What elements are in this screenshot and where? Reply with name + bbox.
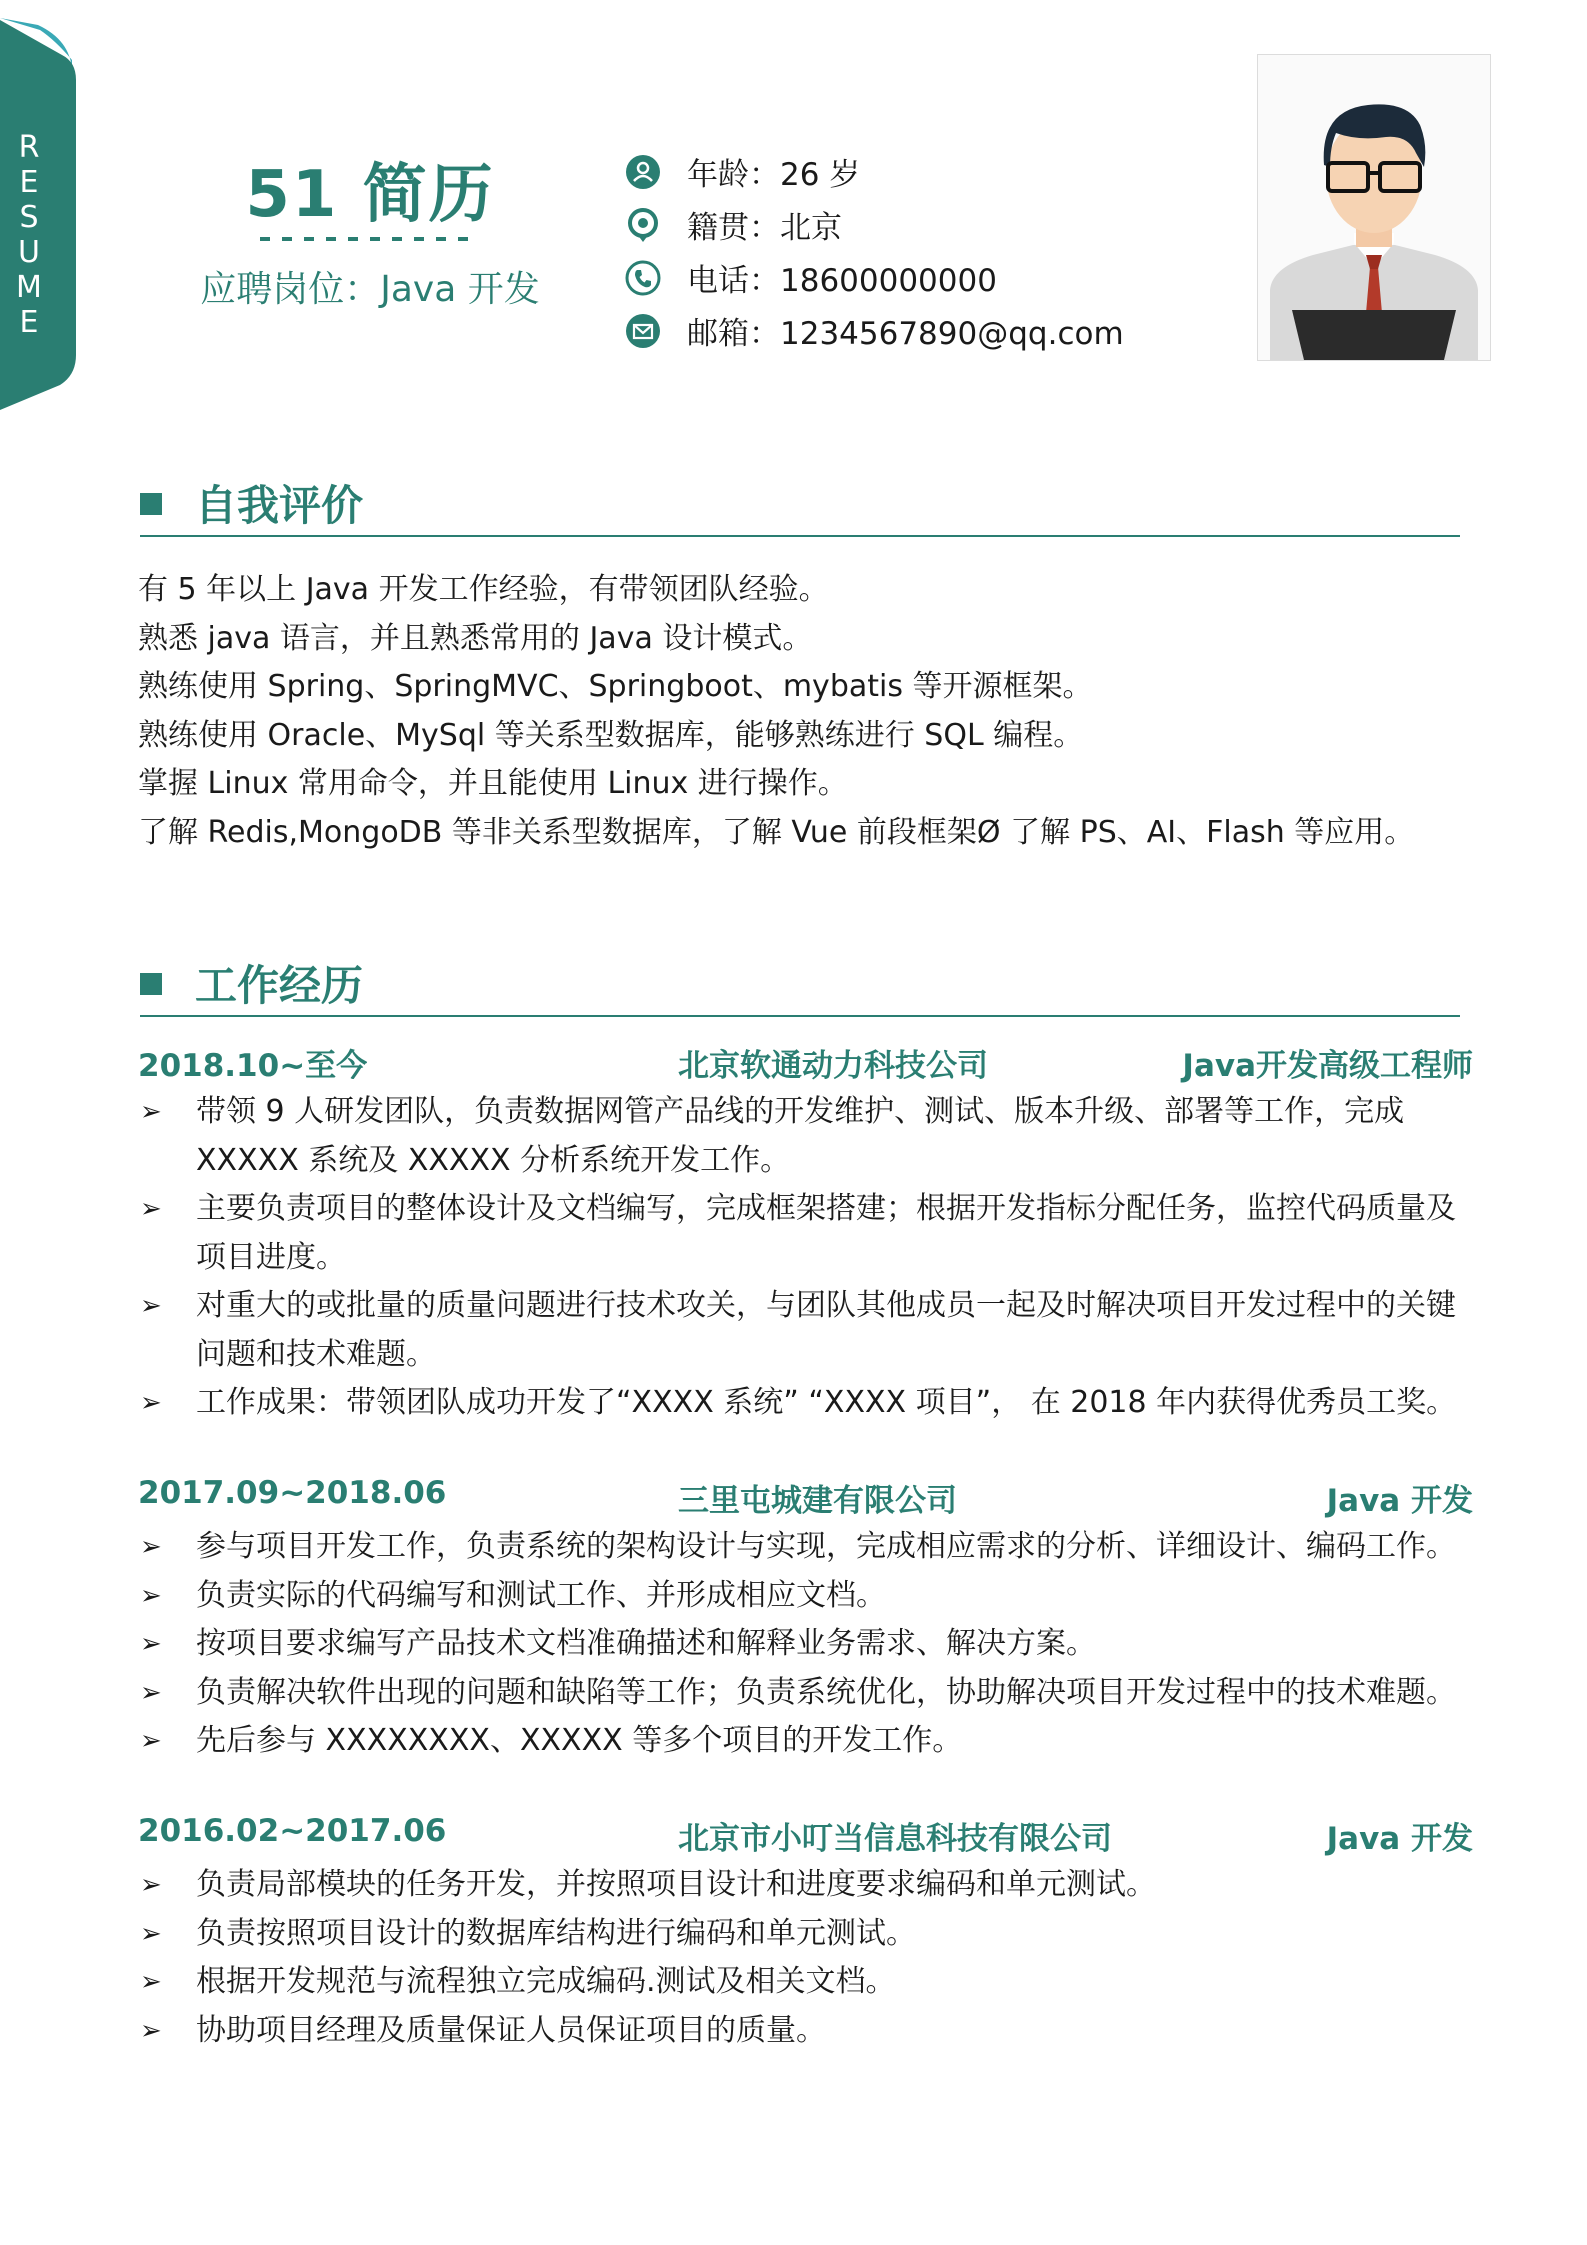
list-item [138,1861,1473,1910]
age-text: 年龄：26 岁 [687,157,861,193]
job-entry [138,1475,1473,1766]
bullet-text: 工作成果：带领团队成功开发了“XXXX 系统” “XXXX 项目”， 在 2018 年内获得优秀员工奖。 [196,1385,1457,1420]
ribbon-letter: R [18,130,40,165]
arrow-bullet-icon: ➢ [140,1726,162,1756]
bullet-text: 对重大的或批量的质量问题进行技术攻关，与团队其他成员一起及时解决项目开发过程中的关键问题和技术难题。 [196,1288,1456,1372]
person-icon [625,154,661,190]
bullet-text: 负责实际的代码编写和测试工作、并形成相应文档。 [196,1577,886,1613]
bullet-text: 负责按照项目设计的数据库结构进行编码和单元测试。 [196,1915,916,1951]
summary-line: 熟练使用 Oracle、MySql 等关系型数据库，能够熟练进行 SQL 编程。 [138,717,1084,753]
email-text: 邮箱：1234567890@qq.com [687,316,1124,352]
ribbon-letter: S [19,200,39,235]
arrow-bullet-icon: ➢ [140,1194,162,1224]
list-item [138,2007,1473,2056]
job-header [138,1813,1473,1861]
job-role: Java 开发 [1326,1821,1473,1857]
summary-line: 熟练使用 Spring、SpringMVC、Springboot、mybatis 等开源框架。 [138,669,1093,704]
phone-icon [625,260,661,296]
arrow-bullet-icon: ➢ [140,1629,162,1659]
arrow-bullet-icon: ➢ [140,1532,162,1562]
ribbon-letter: E [19,165,39,200]
job-period: 2016.02~2017.06 [138,1813,447,1849]
bullet-text: 负责局部模块的任务开发，并按照项目设计和进度要求编码和单元测试。 [196,1867,1156,1902]
avatar-illustration [1258,55,1490,360]
job-company: 北京市小叮当信息科技有限公司 [678,1821,1112,1857]
avatar-photo [1257,54,1491,361]
section-self-evaluation [140,475,1460,537]
resume-ribbon [0,0,80,420]
arrow-bullet-icon: ➢ [140,1677,162,1708]
list-item [138,1669,1473,1718]
job-header [138,1475,1473,1523]
contact-info [625,145,1124,357]
self-evaluation-body [138,566,1478,857]
job-period: 2018.10~至今 [138,1048,368,1084]
summary-line: 掌握 Linux 常用命令，并且能使用 Linux 进行操作。 [138,766,848,801]
list-item [138,1523,1473,1572]
job-period: 2017.09~2018.06 [138,1475,447,1511]
list-item [138,1958,1473,2007]
section-work-experience [140,955,1460,1017]
arrow-bullet-icon: ➢ [140,1870,162,1900]
list-item [138,1910,1473,1959]
list-item [138,1620,1473,1669]
list-item [138,1717,1473,1766]
location-pin-icon [625,207,661,243]
bullet-text: 根据开发规范与流程独立完成编码.测试及相关文档。 [196,1964,896,1999]
bullet-text: 按项目要求编写产品技术文档准确描述和解释业务需求、解决方案。 [196,1626,1096,1661]
contact-row-phone [625,251,1124,304]
list-item [138,1185,1473,1282]
contact-row-hometown [625,198,1124,251]
resume-name: 51 简历 [245,158,495,232]
arrow-bullet-icon: ➢ [140,1388,162,1418]
job-company: 北京软通动力科技公司 [678,1048,988,1084]
arrow-bullet-icon: ➢ [140,1918,162,1949]
ribbon-resume-text [14,130,44,340]
job-role: Java开发高级工程师 [1182,1048,1473,1084]
name-underline [260,237,480,241]
name-block [190,155,550,312]
summary-line: 有 5 年以上 Java 开发工作经验，有带领团队经验。 [138,572,829,607]
job-company: 三里屯城建有限公司 [678,1483,957,1519]
contact-row-age [625,145,1124,198]
section-marker-icon [140,973,162,995]
job-entry [138,1813,1473,2055]
list-item [138,1088,1473,1185]
list-item [138,1379,1473,1428]
arrow-bullet-icon: ➢ [140,1097,162,1127]
bullet-text: 参与项目开发工作，负责系统的架构设计与实现，完成相应需求的分析、详细设计、编码工作。 [196,1529,1456,1564]
contact-row-email [625,304,1124,357]
arrow-bullet-icon: ➢ [140,1580,162,1611]
summary-line: 了解 Redis,MongoDB 等非关系型数据库，了解 Vue 前段框架Ø 了解 PS、AI、Flash 等应用。 [138,814,1415,850]
job-bullets [138,1861,1473,2055]
arrow-bullet-icon: ➢ [140,1967,162,1997]
job-entry [138,1040,1473,1428]
list-item [138,1282,1473,1379]
hometown-text: 籍贯：北京 [687,210,842,246]
arrow-bullet-icon: ➢ [140,1291,162,1321]
list-item [138,1572,1473,1621]
email-icon [625,313,661,349]
job-bullets [138,1088,1473,1428]
phone-text: 电话：18600000000 [687,263,997,299]
job-header [138,1040,1473,1088]
bullet-text: 协助项目经理及质量保证人员保证项目的质量。 [196,2012,826,2048]
job-bullets [138,1523,1473,1766]
bullet-text: 先后参与 XXXXXXXX、XXXXX 等多个项目的开发工作。 [196,1723,963,1758]
section-marker-icon [140,493,162,515]
section-title: 自我评价 [195,481,364,530]
summary-line: 熟悉 java 语言，并且熟悉常用的 Java 设计模式。 [138,620,813,656]
ribbon-letter: M [16,270,42,305]
bullet-text: 主要负责项目的整体设计及文档编写，完成框架搭建；根据开发指标分配任务，监控代码质量及项目进度。 [196,1191,1456,1275]
ribbon-letter: E [19,305,39,340]
bullet-text: 带领 9 人研发团队，负责数据网管产品线的开发维护、测试、版本升级、部署等工作，完成 XXXXX 系统及 XXXXX 分析系统开发工作。 [196,1094,1405,1178]
arrow-bullet-icon: ➢ [140,2015,162,2046]
target-position: 应聘岗位：Java 开发 [200,269,540,310]
section-title: 工作经历 [195,961,364,1010]
ribbon-letter: U [18,235,40,270]
bullet-text: 负责解决软件出现的问题和缺陷等工作；负责系统优化，协助解决项目开发过程中的技术难题。 [196,1674,1456,1710]
job-role: Java 开发 [1326,1483,1473,1519]
